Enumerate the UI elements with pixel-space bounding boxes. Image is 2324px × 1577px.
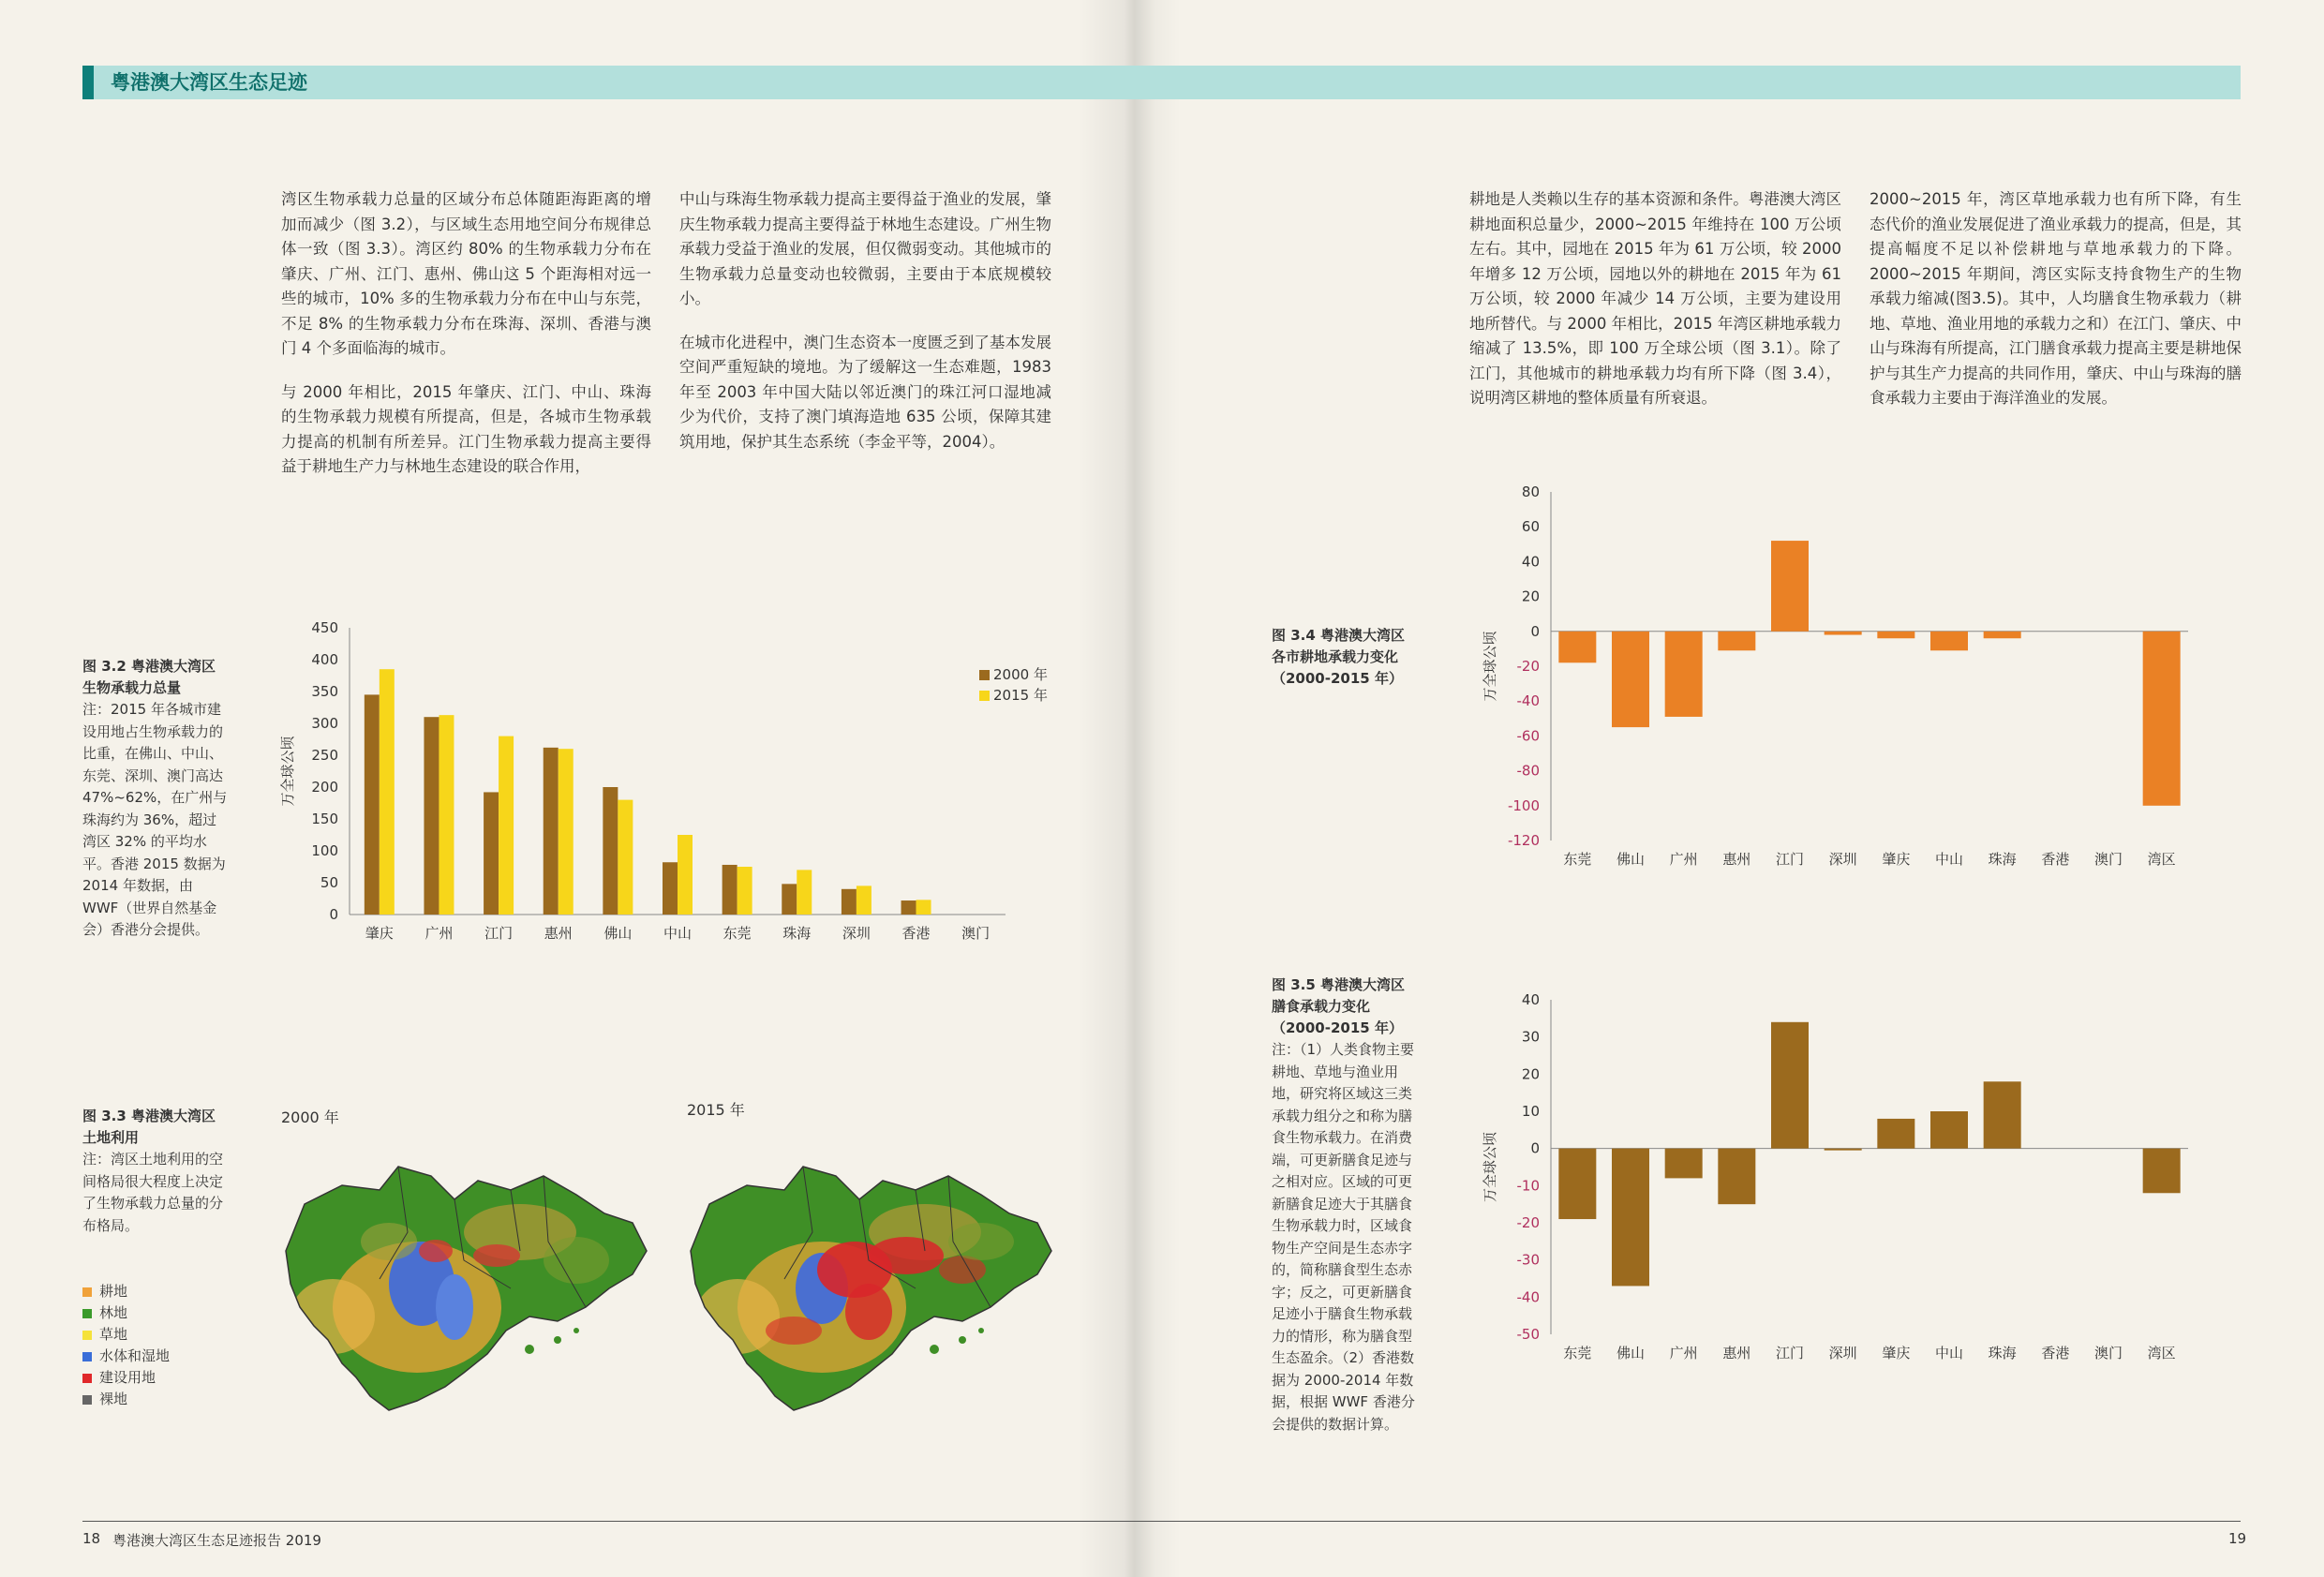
fig33-note: 注：湾区土地利用的空间格局很大程度上决定了生物承载力总量的分布格局。 xyxy=(82,1151,224,1234)
x-tick-label: 广州 xyxy=(425,925,454,942)
bar xyxy=(1984,1081,2021,1148)
x-tick-label: 佛山 xyxy=(1616,851,1646,868)
fig35-chart xyxy=(1462,986,2249,1361)
x-tick-label: 深圳 xyxy=(1828,1345,1857,1361)
bar xyxy=(544,748,559,915)
x-tick-label: 东莞 xyxy=(1563,1345,1592,1361)
y-tick-label: 200 xyxy=(311,779,338,796)
bar xyxy=(1984,632,2021,638)
x-tick-label: 湾区 xyxy=(2147,1345,2176,1361)
paragraph: 与 2000 年相比，2015 年肇庆、江门、中山、珠海的生物承载力规模有所提高，但是，各城市生物承载力提高的机制有所差异。江门生物承载力提高主要得益于耕地生产力与林地生态建设的联合作用， xyxy=(281,382,651,475)
bar xyxy=(484,792,499,915)
bar xyxy=(1612,1149,1649,1287)
bar xyxy=(1930,632,1968,650)
x-tick-label: 惠州 xyxy=(544,925,573,942)
x-tick-label: 佛山 xyxy=(603,925,633,942)
x-tick-label: 澳门 xyxy=(961,925,991,942)
y-tick-label: -20 xyxy=(1516,658,1540,675)
fig35-title: 图 3.5 粤港澳大湾区膳食承载力变化（2000-2015 年） xyxy=(1272,976,1406,1036)
y-tick-label: -40 xyxy=(1516,692,1540,710)
paragraph: 湾区生物承载力总量的区域分布总体随距海距离的增加而减少（图 3.2），与区域生态用地空间分布规律总体一致（图 3.3）。湾区约 80% 的生物承载力分布在肇庆、广州、江门、惠州、佛山这 5 个距海相对远一些的城市，10% 多的生物承载力分布在中山与东莞，不足 8% 的生物承载力分布在珠海、深圳、香港与澳门 4 个多面临海的城市。 xyxy=(281,190,651,357)
bar xyxy=(499,736,514,915)
bar xyxy=(1771,1022,1809,1149)
bar xyxy=(559,749,574,915)
bar xyxy=(1877,1119,1914,1149)
left-column-2 xyxy=(679,187,1051,473)
x-tick-label: 江门 xyxy=(1775,1345,1805,1361)
fig34-title: 图 3.4 粤港澳大湾区各市耕地承载力变化（2000-2015 年） xyxy=(1272,627,1406,687)
bar xyxy=(1825,1149,1862,1151)
land-use-map-2000 xyxy=(276,1148,651,1420)
bar xyxy=(1665,1149,1703,1179)
legend-swatch xyxy=(82,1395,92,1405)
y-tick-label: 20 xyxy=(1521,1065,1540,1083)
left-column-1 xyxy=(281,187,651,498)
bar xyxy=(1558,1149,1596,1219)
y-tick-label: -40 xyxy=(1516,1288,1540,1306)
x-tick-label: 湾区 xyxy=(2147,851,2176,868)
bar xyxy=(618,800,633,915)
x-tick-label: 江门 xyxy=(1775,851,1805,868)
y-tick-label: -20 xyxy=(1516,1214,1540,1231)
fig34-chart xyxy=(1462,478,2249,881)
bar xyxy=(678,835,693,915)
section-title: 粤港澳大湾区生态足迹 xyxy=(111,71,307,94)
fig34-caption xyxy=(1272,625,1417,690)
legend-swatch xyxy=(82,1352,92,1361)
x-tick-label: 惠州 xyxy=(1722,851,1751,868)
y-tick-label: 30 xyxy=(1521,1028,1540,1046)
x-tick-label: 肇庆 xyxy=(365,925,394,942)
legend-swatch xyxy=(979,670,990,680)
bar xyxy=(723,865,737,915)
x-tick-label: 珠海 xyxy=(1988,851,2017,868)
y-tick-label: -50 xyxy=(1516,1326,1540,1343)
page-gutter-shadow xyxy=(1078,0,1181,1577)
bar xyxy=(1877,632,1914,638)
x-tick-label: 肇庆 xyxy=(1882,851,1911,868)
legend-swatch xyxy=(979,691,990,701)
x-tick-label: 肇庆 xyxy=(1882,1345,1911,1361)
bar xyxy=(737,867,752,915)
report-title: 粤港澳大湾区生态足迹报告 2019 xyxy=(112,1532,321,1549)
x-tick-label: 东莞 xyxy=(1563,851,1592,868)
y-tick-label: 0 xyxy=(329,906,338,923)
x-tick-label: 广州 xyxy=(1669,1345,1698,1361)
legend-swatch xyxy=(82,1374,92,1383)
bar xyxy=(2143,632,2181,806)
x-tick-label: 香港 xyxy=(2041,1345,2070,1361)
y-tick-label: 450 xyxy=(311,619,338,636)
y-tick-label: -80 xyxy=(1516,762,1540,780)
y-tick-label: -10 xyxy=(1516,1177,1540,1195)
bar xyxy=(901,900,916,915)
left-page-number: 18 xyxy=(82,1530,101,1547)
y-tick-label: 350 xyxy=(311,683,338,700)
paragraph: 在城市化进程中，澳门生态资本一度匮乏到了基本发展空间严重短缺的境地。为了缓解这一生态难题，1983 年至 2003 年中国大陆以邻近澳门的珠江河口湿地减少为代价，支持了澳门填海造地 635 公顷，保障其建筑用地，保护其生态系统（李金平等，2004）。 xyxy=(679,333,1051,451)
right-column-1 xyxy=(1469,187,1841,430)
x-tick-label: 深圳 xyxy=(842,925,871,942)
bar xyxy=(1612,632,1649,727)
bar xyxy=(857,885,872,915)
bar xyxy=(842,889,857,915)
y-tick-label: -120 xyxy=(1507,832,1540,849)
bar xyxy=(1825,632,1862,635)
y-tick-label: 20 xyxy=(1521,588,1540,605)
legend-item: 林地 xyxy=(82,1302,170,1324)
bar xyxy=(1930,1111,1968,1149)
fig32-title: 图 3.2 粤港澳大湾区生物承载力总量 xyxy=(82,658,216,696)
x-tick-label: 澳门 xyxy=(2093,1345,2123,1361)
legend-label: 2015 年 xyxy=(993,687,1048,704)
y-tick-label: 60 xyxy=(1521,518,1540,536)
fig35-caption xyxy=(1272,974,1417,1436)
right-page-number: 19 xyxy=(2228,1530,2247,1547)
legend-item: 草地 xyxy=(82,1324,170,1346)
bar xyxy=(1718,1149,1755,1205)
y-tick-label: 80 xyxy=(1521,484,1540,500)
legend-label: 2000 年 xyxy=(993,666,1048,683)
legend-swatch xyxy=(82,1287,92,1297)
bar xyxy=(365,694,380,915)
fig32-chart xyxy=(272,609,1068,956)
bar xyxy=(797,870,812,915)
right-column-2 xyxy=(1870,187,2242,430)
y-tick-label: 250 xyxy=(311,747,338,764)
y-axis-label: 万全球公顷 xyxy=(279,736,296,807)
y-tick-label: -60 xyxy=(1516,727,1540,745)
x-tick-label: 澳门 xyxy=(2093,851,2123,868)
y-axis-label: 万全球公顷 xyxy=(1482,1131,1498,1203)
bar xyxy=(439,715,454,915)
legend-swatch xyxy=(82,1309,92,1318)
legend-item: 裸地 xyxy=(82,1389,170,1410)
x-tick-label: 东莞 xyxy=(723,925,752,942)
fig35-note: 注：（1）人类食物主要耕地、草地与渔业用地，研究将区域这三类承载力组分之和称为膳食生物承载力。在消费端，可更新膳食足迹与之相对应。区域的可更新膳食足迹大于其膳食生物承载力时，区域食物生产空间是生态赤字的，简称膳食型生态赤字；反之，可更新膳食足迹小于膳食生物承载力的情形，称为膳食型生态盈余。（2）香港数据为 2000-2014 年数据，根据 WWF 香港分会提供的数据计算。 xyxy=(1272,1041,1415,1433)
bar xyxy=(380,669,395,915)
y-tick-label: 400 xyxy=(311,651,338,668)
bar xyxy=(424,717,439,915)
bar xyxy=(1718,632,1755,650)
header-accent xyxy=(82,66,94,99)
x-tick-label: 珠海 xyxy=(782,925,812,942)
x-tick-label: 深圳 xyxy=(1828,851,1857,868)
y-tick-label: 0 xyxy=(1530,1139,1540,1157)
land-use-map-2015 xyxy=(681,1148,1056,1420)
legend-item: 建设用地 xyxy=(82,1367,170,1389)
y-tick-label: 10 xyxy=(1521,1103,1540,1120)
legend-item: 水体和湿地 xyxy=(82,1346,170,1367)
y-tick-label: -30 xyxy=(1516,1251,1540,1269)
x-tick-label: 江门 xyxy=(484,925,514,942)
bar xyxy=(916,900,931,915)
bar xyxy=(603,787,618,915)
paragraph: 耕地是人类赖以生存的基本资源和条件。粤港澳大湾区耕地面积总量少，2000~2015 年维持在 100 万公顷左右。其中，园地在 2015 年为 61 万公顷，较 2000 年增多 12 万公顷，园地以外的耕地在 2015 年为 61 万公顷，较 2000 年减少 14 万公顷，主要为建设用地所替代。与 2000 年相比，2015 年湾区耕地承载力缩减了 13.5%，即 100 万全球公顷（图 3.1）。除了江门，其他城市的耕地承载力均有所下降（图 3.4），说明湾区耕地的整体质量有所衰退。 xyxy=(1469,190,1841,407)
y-tick-label: -100 xyxy=(1507,796,1540,814)
legend-swatch xyxy=(82,1331,92,1340)
map-2000-label: 2000 年 xyxy=(281,1108,339,1126)
map-2015-label: 2015 年 xyxy=(687,1101,745,1119)
y-tick-label: 300 xyxy=(311,715,338,732)
bar xyxy=(663,862,678,915)
bar xyxy=(1665,632,1703,717)
bar xyxy=(2143,1149,2181,1194)
y-tick-label: 40 xyxy=(1521,553,1540,571)
paragraph: 中山与珠海生物承载力提高主要得益于渔业的发展，肇庆生物承载力提高主要得益于林地生态建设。广州生物承载力受益于渔业的发展，但仅微弱变动。其他城市的生物承载力总量变动也较微弱，主要由于本底规模较小。 xyxy=(679,190,1051,307)
paragraph: 2000~2015 年，湾区草地承载力也有所下降，有生态代价的渔业发展促进了渔业承载力的提高，但是，其提高幅度不足以补偿耕地与草地承载力的下降。2000~2015 年期间，湾区实际支持食物生产的生物承载力缩减(图3.5)。其中，人均膳食生物承载力（耕地、草地、渔业用地的承载力之和）在江门、肇庆、中山与珠海有所提高，江门膳食承载力提高主要是耕地保护与其生产力提高的共同作用，肇庆、中山与珠海的膳食承载力主要由于海洋渔业的发展。 xyxy=(1870,190,2242,407)
fig33-caption xyxy=(82,1106,228,1237)
bar xyxy=(1771,541,1809,632)
header-bar xyxy=(82,66,2241,99)
x-tick-label: 香港 xyxy=(2041,851,2070,868)
legend-item: 耕地 xyxy=(82,1281,170,1302)
bar xyxy=(1558,632,1596,662)
fig33-legend xyxy=(82,1281,170,1410)
y-tick-label: 40 xyxy=(1521,991,1540,1008)
y-tick-label: 0 xyxy=(1530,622,1540,640)
y-tick-label: 150 xyxy=(311,811,338,827)
y-tick-label: 100 xyxy=(311,842,338,859)
x-tick-label: 中山 xyxy=(663,925,693,942)
x-tick-label: 惠州 xyxy=(1722,1345,1751,1361)
x-tick-label: 香港 xyxy=(901,925,931,942)
x-tick-label: 珠海 xyxy=(1988,1345,2017,1361)
footer-rule xyxy=(82,1521,2241,1522)
fig32-note: 注：2015 年各城市建设用地占生物承载力的比重，在佛山、中山、东莞、深圳、澳门高达 47%~62%，在广州与珠海约为 36%，超过湾区 32% 的平均水平。香港 2015 数据为 2014 年数据，由 WWF（世界自然基金会）香港分会提供。 xyxy=(82,701,228,938)
fig33-title: 图 3.3 粤港澳大湾区土地利用 xyxy=(82,1108,216,1146)
bar xyxy=(782,884,797,915)
y-tick-label: 50 xyxy=(320,874,338,891)
x-tick-label: 中山 xyxy=(1934,851,1964,868)
x-tick-label: 中山 xyxy=(1934,1345,1964,1361)
x-tick-label: 广州 xyxy=(1669,851,1698,868)
y-axis-label: 万全球公顷 xyxy=(1482,631,1498,702)
fig32-caption xyxy=(82,656,228,942)
x-tick-label: 佛山 xyxy=(1616,1345,1646,1361)
